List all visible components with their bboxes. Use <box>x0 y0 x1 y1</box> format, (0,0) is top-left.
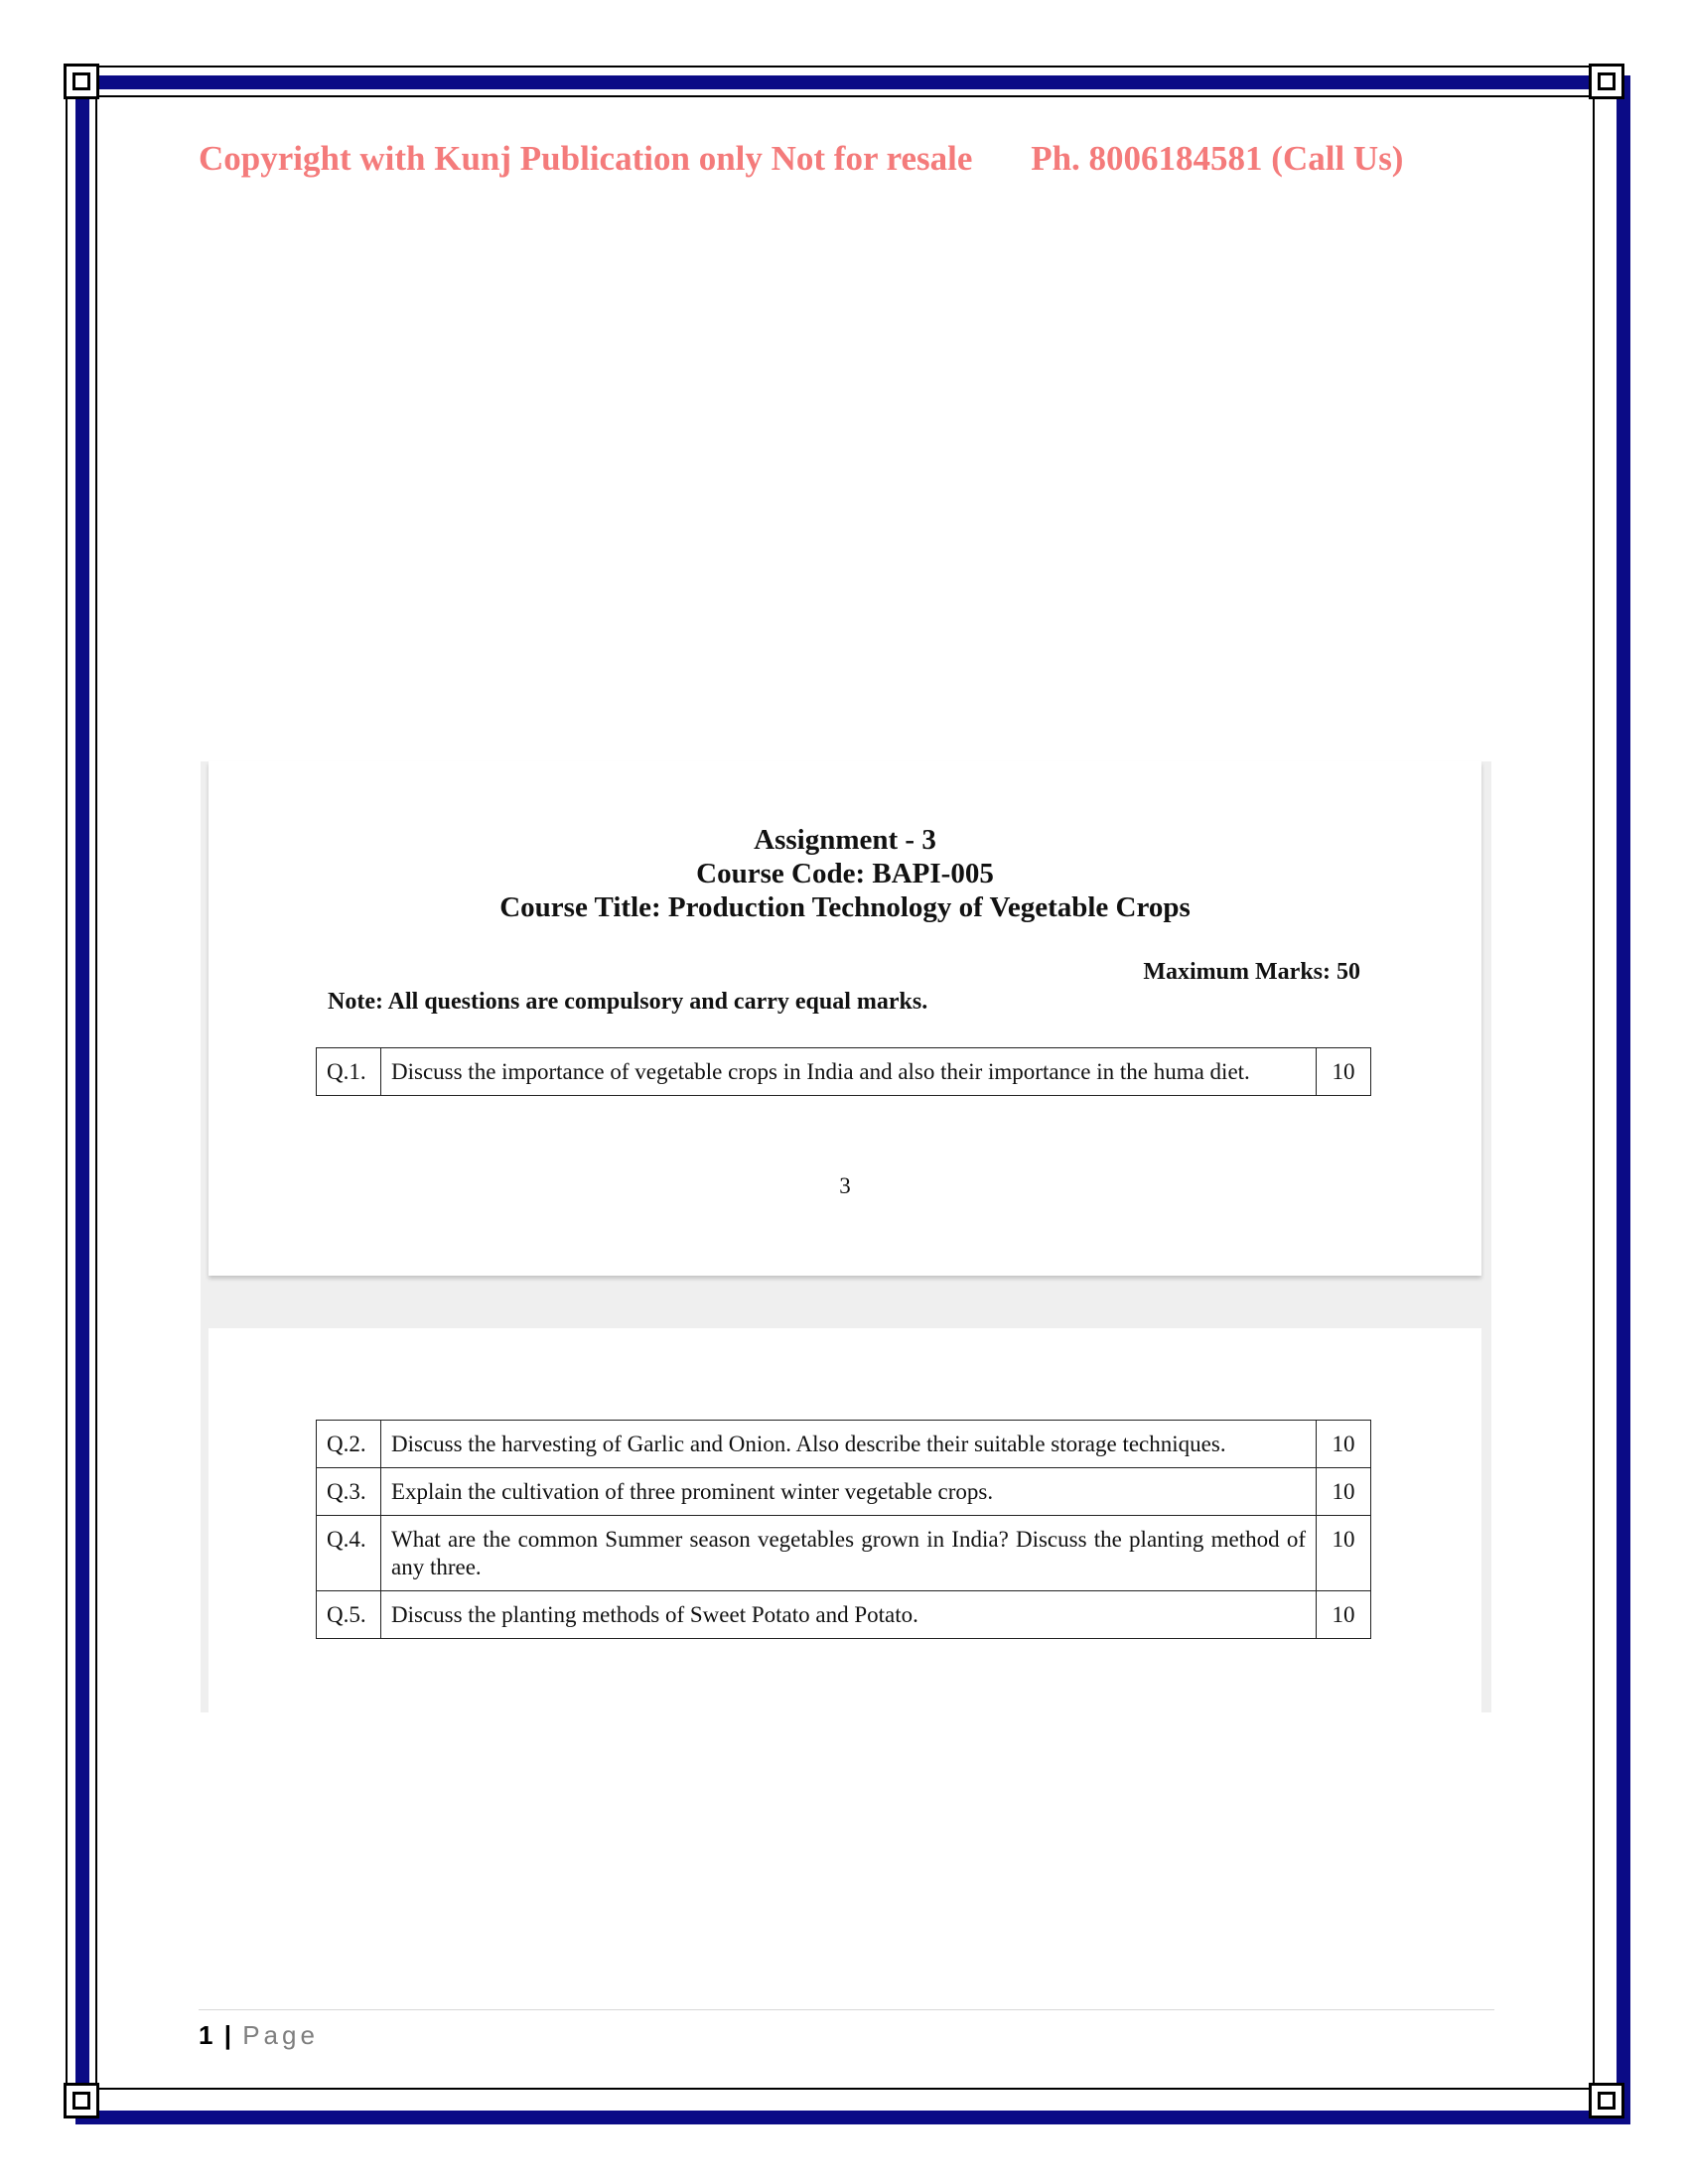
question-text: What are the common Summer season vegetables grown in India? Discuss the planting method of any three. <box>381 1515 1317 1591</box>
question-row <box>317 1515 1371 1591</box>
question-text: Discuss the planting methods of Sweet Potato and Potato. <box>381 1591 1317 1639</box>
course-code: Course Code: BAPI-005 <box>696 858 994 889</box>
question-marks: 10 <box>1317 1467 1371 1515</box>
question-number: Q.1. <box>317 1048 381 1096</box>
question-row <box>317 1591 1371 1639</box>
question-number: Q.5. <box>317 1591 381 1639</box>
course-title: Course Title: Production Technology of Vegetable Crops <box>499 891 1191 923</box>
footer-page-label: Page <box>242 2020 319 2050</box>
copyright-text: Copyright with Kunj Publication only Not for resale <box>199 139 973 178</box>
question-row <box>317 1467 1371 1515</box>
question-row <box>317 1421 1371 1468</box>
question-row <box>317 1048 1371 1096</box>
footer-divider <box>199 2009 1494 2010</box>
copyright-header <box>199 139 1489 179</box>
question-number: Q.4. <box>317 1515 381 1591</box>
corner-ornament <box>64 2083 99 2118</box>
instructions-note: Note: All questions are compulsory and carry equal marks. <box>328 989 928 1015</box>
question-number: Q.3. <box>317 1467 381 1515</box>
question-text: Explain the cultivation of three prominent winter vegetable crops. <box>381 1467 1317 1515</box>
question-table <box>316 1047 1371 1096</box>
assignment-title: Assignment - 3 <box>754 824 936 856</box>
footer-page-number: 1 <box>199 2020 213 2050</box>
question-text: Discuss the harvesting of Garlic and Onion. Also describe their suitable storage techniques. <box>381 1421 1317 1468</box>
question-number: Q.2. <box>317 1421 381 1468</box>
question-marks: 10 <box>1317 1048 1371 1096</box>
footer-separator: | <box>223 2020 231 2050</box>
corner-ornament <box>64 64 99 99</box>
maximum-marks: Maximum Marks: 50 <box>1143 959 1360 985</box>
question-text: Discuss the importance of vegetable crops in India and also their importance in the huma diet. <box>381 1048 1317 1096</box>
document-page-number: 3 <box>839 1173 851 1198</box>
question-marks: 10 <box>1317 1591 1371 1639</box>
question-table <box>316 1420 1371 1639</box>
question-marks: 10 <box>1317 1515 1371 1591</box>
question-marks: 10 <box>1317 1421 1371 1468</box>
page-footer <box>199 2020 319 2051</box>
corner-ornament <box>1589 64 1624 99</box>
phone-text: Ph. 8006184581 (Call Us) <box>1031 139 1404 178</box>
corner-ornament <box>1589 2083 1624 2118</box>
